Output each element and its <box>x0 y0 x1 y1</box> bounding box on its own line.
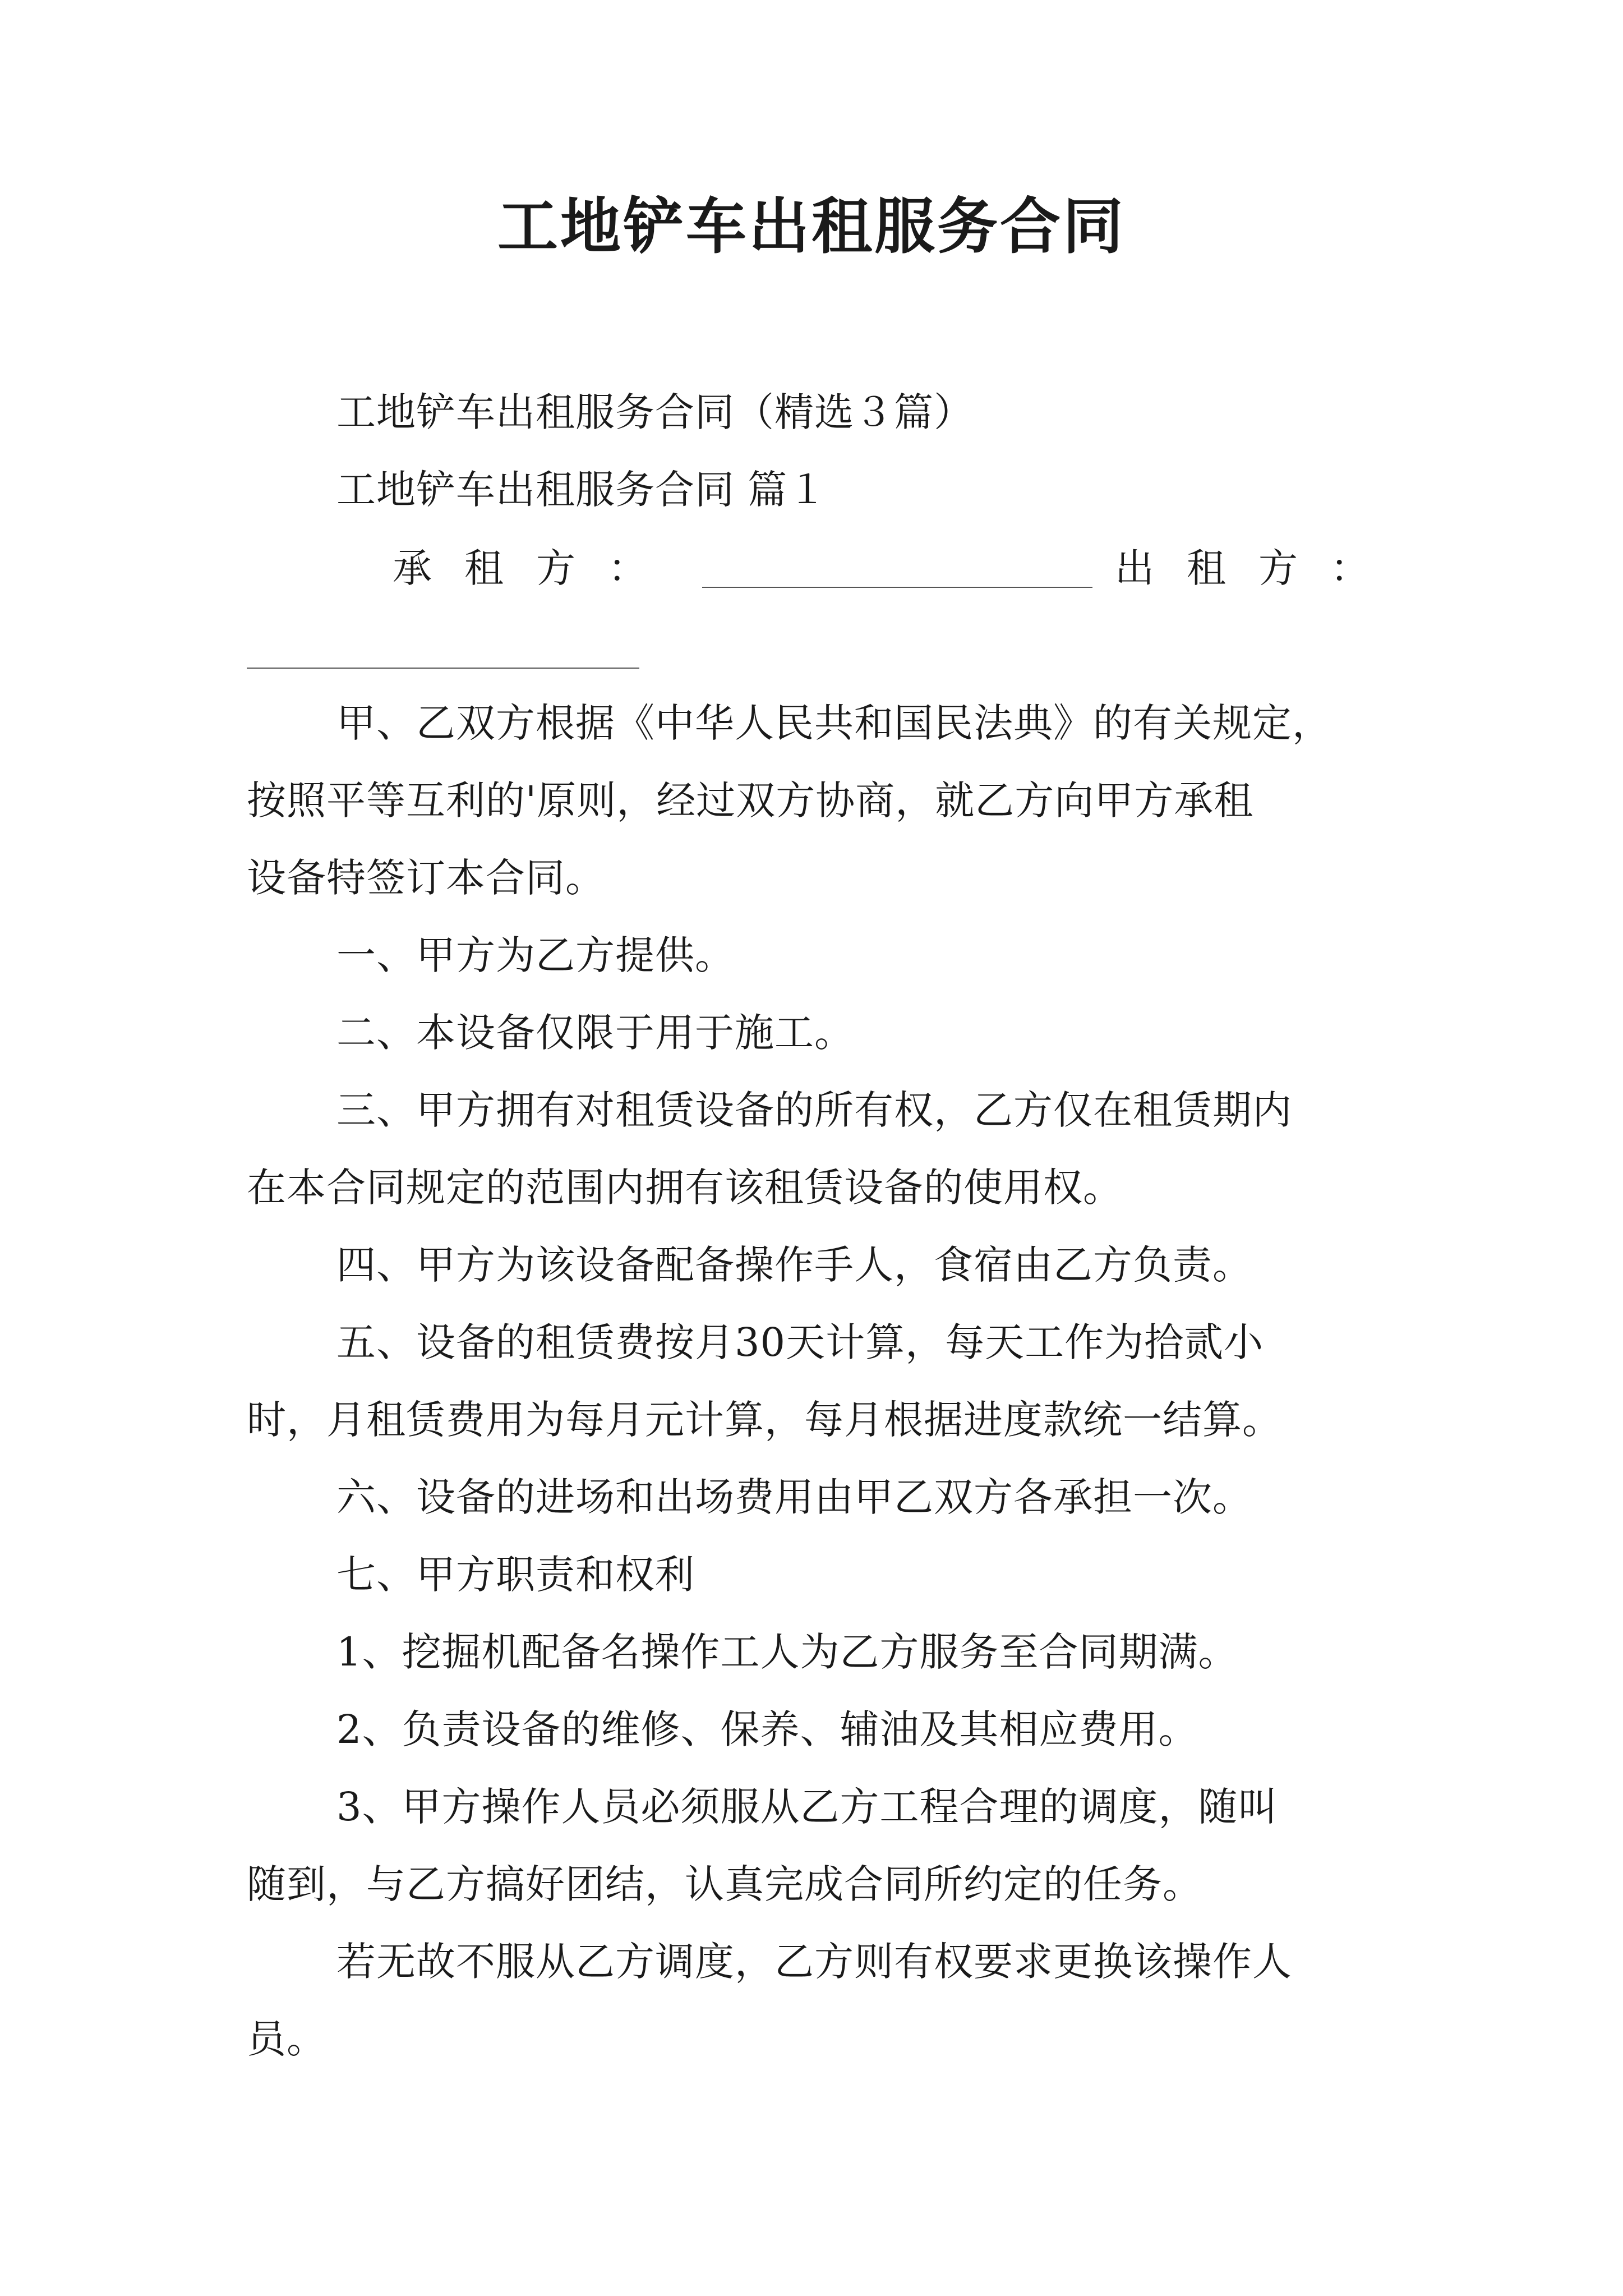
paragraph-line: 二、本设备仅限于用于施工。 <box>336 1010 854 1056</box>
paragraph-line: 按照平等互利的'原则，经过双方协商，就乙方向甲方承租 <box>247 777 1254 823</box>
paragraph-line: 三、甲方拥有对租赁设备的所有权，乙方仅在租赁期内 <box>336 1087 1292 1133</box>
paragraph-line: 六、设备的进场和出场费用由甲乙双方各承担一次。 <box>336 1474 1252 1520</box>
paragraph-line: 1、挖掘机配备名操作工人为乙方服务至合同期满。 <box>336 1629 1238 1675</box>
paragraph-line: 一、甲方为乙方提供。 <box>336 932 735 978</box>
lessor-label: 出租方： <box>1115 545 1402 591</box>
section-heading: 工地铲车出租服务合同 篇１ <box>336 467 828 513</box>
paragraph-line: 甲、乙双方根据《中华人民共和国民法典》的有关规定， <box>336 700 1332 746</box>
parties-row <box>247 545 1402 591</box>
document-subtitle: 工地铲车出租服务合同（精选３篇） <box>336 389 974 435</box>
paragraph-line: 员。 <box>247 2016 326 2062</box>
paragraph-line: 七、甲方职责和权利 <box>336 1552 695 1598</box>
paragraph-line: 四、甲方为该设备配备操作手人，食宿由乙方负责。 <box>336 1242 1252 1288</box>
document-title: 工地铲车出租服务合同 <box>497 191 1126 262</box>
paragraph-line: 2、负责设备的维修、保养、辅油及其相应费用。 <box>336 1706 1198 1752</box>
paragraph-line: 随到，与乙方搞好团结，认真完成合同所约定的任务。 <box>247 1861 1202 1907</box>
paragraph-line: 五、设备的租赁费按月30天计算，每天工作为拾贰小 <box>336 1319 1264 1365</box>
paragraph-line: 3、甲方操作人员必须服从乙方工程合理的调度，随叫 <box>336 1784 1278 1830</box>
lessor-blank <box>247 628 639 669</box>
paragraph-line: 设备特签订本合同。 <box>247 855 605 901</box>
paragraph-line: 若无故不服从乙方调度，乙方则有权要求更换该操作人 <box>336 1939 1292 1985</box>
lessee-label: 承租方： <box>393 545 680 591</box>
paragraph-line: 时，月租赁费用为每月元计算，每月根据进度款统一结算。 <box>247 1397 1282 1443</box>
paragraph-line: 在本合同规定的范围内拥有该租赁设备的使用权。 <box>247 1165 1123 1211</box>
lessee-blank <box>702 547 1092 588</box>
